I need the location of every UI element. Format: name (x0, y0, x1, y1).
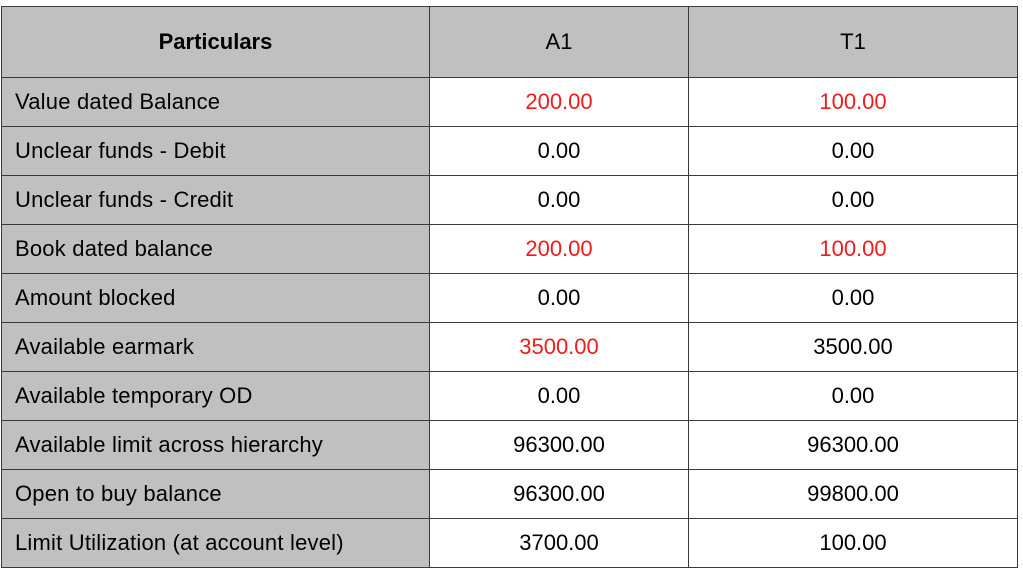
header-t1: T1 (689, 7, 1018, 78)
t1-value: 0.00 (689, 176, 1018, 225)
row-label: Available earmark (2, 323, 430, 372)
row-label: Limit Utilization (at account level) (2, 519, 430, 568)
row-label: Amount blocked (2, 274, 430, 323)
a1-value: 96300.00 (430, 470, 689, 519)
row-label: Open to buy balance (2, 470, 430, 519)
table-row (2, 274, 1018, 323)
table-row (2, 225, 1018, 274)
t1-value: 0.00 (689, 372, 1018, 421)
balance-table (1, 6, 1018, 568)
t1-value: 100.00 (689, 225, 1018, 274)
row-label: Unclear funds - Debit (2, 127, 430, 176)
header-a1: A1 (430, 7, 689, 78)
a1-value: 0.00 (430, 372, 689, 421)
header-row (2, 7, 1018, 78)
a1-value: 3500.00 (430, 323, 689, 372)
t1-value: 0.00 (689, 127, 1018, 176)
a1-value: 96300.00 (430, 421, 689, 470)
a1-value: 0.00 (430, 176, 689, 225)
table-row (2, 176, 1018, 225)
table-row (2, 78, 1018, 127)
t1-value: 3500.00 (689, 323, 1018, 372)
table-row (2, 372, 1018, 421)
row-label: Available temporary OD (2, 372, 430, 421)
a1-value: 200.00 (430, 78, 689, 127)
a1-value: 0.00 (430, 274, 689, 323)
a1-value: 0.00 (430, 127, 689, 176)
a1-value: 200.00 (430, 225, 689, 274)
header-particulars: Particulars (2, 7, 430, 78)
row-label: Unclear funds - Credit (2, 176, 430, 225)
table-row (2, 519, 1018, 568)
table-row (2, 127, 1018, 176)
a1-value: 3700.00 (430, 519, 689, 568)
table-row (2, 470, 1018, 519)
row-label: Value dated Balance (2, 78, 430, 127)
t1-value: 96300.00 (689, 421, 1018, 470)
t1-value: 100.00 (689, 78, 1018, 127)
t1-value: 100.00 (689, 519, 1018, 568)
table-row (2, 421, 1018, 470)
t1-value: 99800.00 (689, 470, 1018, 519)
t1-value: 0.00 (689, 274, 1018, 323)
row-label: Book dated balance (2, 225, 430, 274)
row-label: Available limit across hierarchy (2, 421, 430, 470)
table-row (2, 323, 1018, 372)
